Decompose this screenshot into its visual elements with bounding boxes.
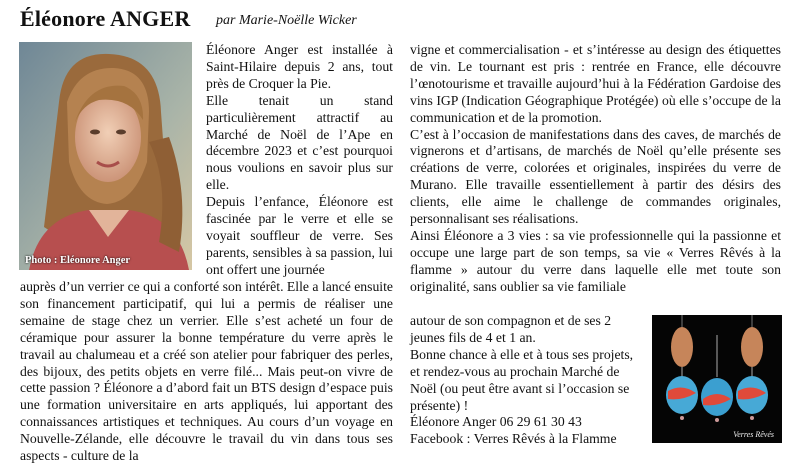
text-column-a — [206, 42, 393, 279]
paragraph: Bonne chance à elle et à tous ses projets, et rendez-vous au prochain Marché de Noël (ou peut être avant si l’occasion se présente) ! — [410, 346, 634, 413]
contact-phone: Éléonore Anger 06 29 61 30 43 — [410, 414, 582, 430]
paragraph: Depuis l’enfance, Éléonore est fascinée par le verre et elle se voyait souffleur de verre. Ses parents, sensibles à sa passion, lui ont offert une journée — [206, 194, 393, 277]
portrait-illustration — [19, 42, 192, 270]
paragraph: autour de son compagnon et de ses 2 jeunes fils de 4 et 1 an. — [410, 313, 612, 345]
text-column-d — [410, 313, 642, 448]
glass-pendants-illustration — [652, 315, 782, 443]
paragraph: Ainsi Éléonore a 3 vies : sa vie professionnelle qui la passionne et occupe une large part de son temps, sa vie « Verres Rêvés à la flamme » autour du verre dans laquelle elle met toute son originalité, sans oublier sa vie familiale — [410, 227, 781, 294]
photo-credit: Photo : Eléonore Anger — [25, 255, 131, 266]
contact-facebook: Facebook : Verres Rêvés à la Flamme — [410, 431, 617, 447]
paragraph: vigne et commercialisation - et s’intéresse au design des étiquettes de vin. Le tournant est pris : rentrée en France, elle découvre l’œnotourisme et travaille aujourd’hui à la Fédération Gardoise des vins IGP (Indication Géographique Protégée) où elle s’occupe de la communication et de la promotion. — [410, 42, 781, 125]
text-column-c — [410, 42, 781, 296]
paragraph: Éléonore Anger est installée à Saint-Hilaire depuis 2 ans, tout près de Croquer la Pie. — [206, 42, 393, 91]
portrait-photo — [19, 42, 192, 270]
article-byline: par Marie-Noëlle Wicker — [216, 13, 357, 28]
text-column-b — [20, 279, 393, 465]
paragraph: auprès d’un verrier ce qui a conforté son intérêt. Elle a lancé ensuite son financement participatif, qui lui a permis de réaliser une semaine de stage chez un verrier. Elle s’est acheté un four de céramique pour assurer la bonne température du verre après le travail au chalumeau et a créé son atelier pour fabriquer des perles, des bijoux, des petits objets en verre filé... Mais peut-on vivre de cette passion ? Éléonore a d’abord fait un BTS design d’espace puis une formation universitaire en arts appliqués, lui apportant des connaissances artistiques et techniques. Au cours d’un voyage en Nouvelle-Zélande, elle découvre le travail du vin dans tous ses aspects - culture de la — [20, 279, 393, 464]
paragraph: Elle tenait un stand particulièrement attractif au Marché de Noël de l’Ape en décembre 2023 et c’est pourquoi nous voulions en savoir plus sur elle. — [206, 92, 393, 193]
jewelry-caption: Verres Rêvés — [733, 430, 774, 439]
jewelry-photo — [652, 315, 782, 443]
paragraph: C’est à l’occasion de manifestations dans des caves, de marchés de vignerons et d’artisans, de marchés de Noël qu’elle présente ses créations de verre, colorées et originales, inspirées du verre de Murano. Elle travaille essentiellement à partir des désirs des clients, elle aime le challenge de commandes originales, personnalisant ses réalisations. — [410, 126, 781, 227]
article-title: Éléonore ANGER — [20, 6, 191, 31]
